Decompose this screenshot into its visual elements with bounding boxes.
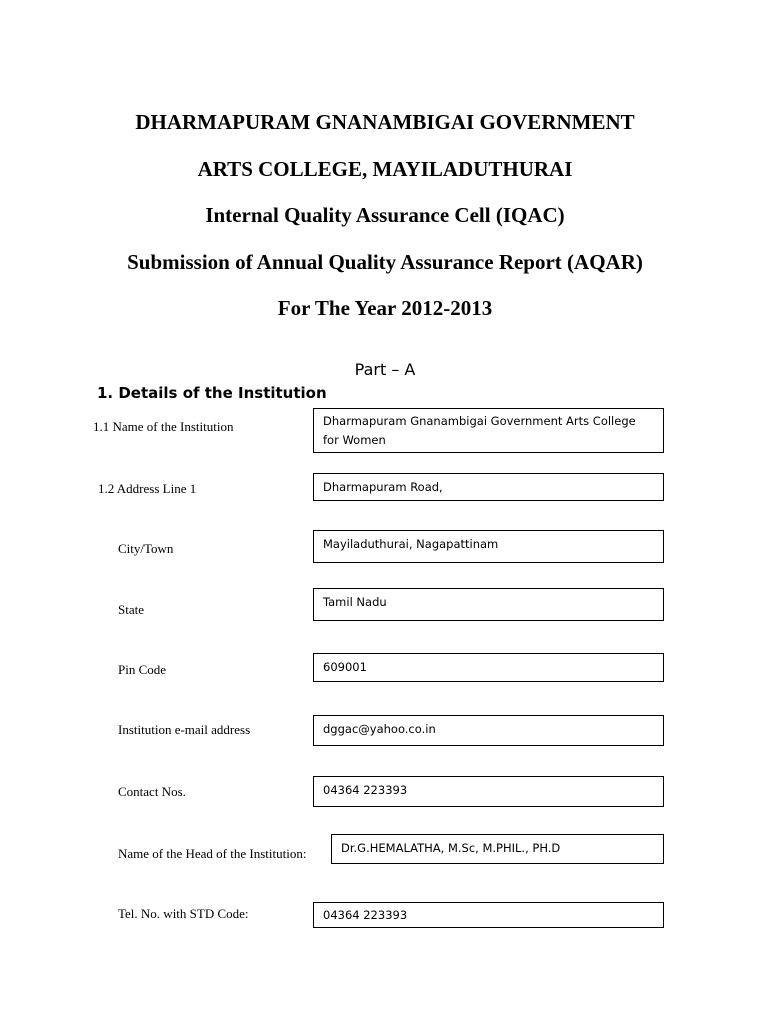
tel-std-field: 04364 223393: [313, 902, 664, 928]
pin-code-label: Pin Code: [118, 662, 167, 677]
state-field: Tamil Nadu: [313, 588, 664, 621]
city-label: City/Town: [118, 541, 174, 556]
head-name-field: Dr.G.HEMALATHA, M.Sc, M.PHIL., PH.D: [331, 834, 664, 864]
college-name-line2: ARTS COLLEGE, MAYILADUTHURAI: [197, 157, 573, 181]
contact-label: Contact Nos.: [118, 784, 186, 799]
aqar-title: Submission of Annual Quality Assurance Report (AQAR): [127, 250, 643, 274]
state-label: State: [118, 602, 144, 617]
iqac-title: Internal Quality Assurance Cell (IQAC): [205, 203, 565, 227]
college-name-line1: DHARMAPURAM GNANAMBIGAI GOVERNMENT: [135, 110, 635, 134]
contact-field: 04364 223393: [313, 776, 664, 807]
section-title: 1. Details of the Institution: [97, 384, 327, 402]
report-year: For The Year 2012-2013: [277, 296, 493, 320]
email-label: Institution e-mail address: [118, 722, 251, 737]
city-field: Mayiladuthurai, Nagapattinam: [313, 530, 664, 563]
part-label: Part – A: [354, 360, 416, 379]
institution-name-label: 1.1 Name of the Institution: [93, 419, 234, 434]
email-field: dggac@yahoo.co.in: [313, 715, 664, 746]
address-line1-label: 1.2 Address Line 1: [98, 481, 197, 496]
head-name-label: Name of the Head of the Institution:: [118, 846, 307, 861]
pin-code-field: 609001: [313, 653, 664, 682]
tel-std-label: Tel. No. with STD Code:: [118, 906, 249, 921]
address-line1-field: Dharmapuram Road,: [313, 473, 664, 501]
institution-name-field: Dharmapuram Gnanambigai Government Arts College for Women: [313, 408, 664, 453]
